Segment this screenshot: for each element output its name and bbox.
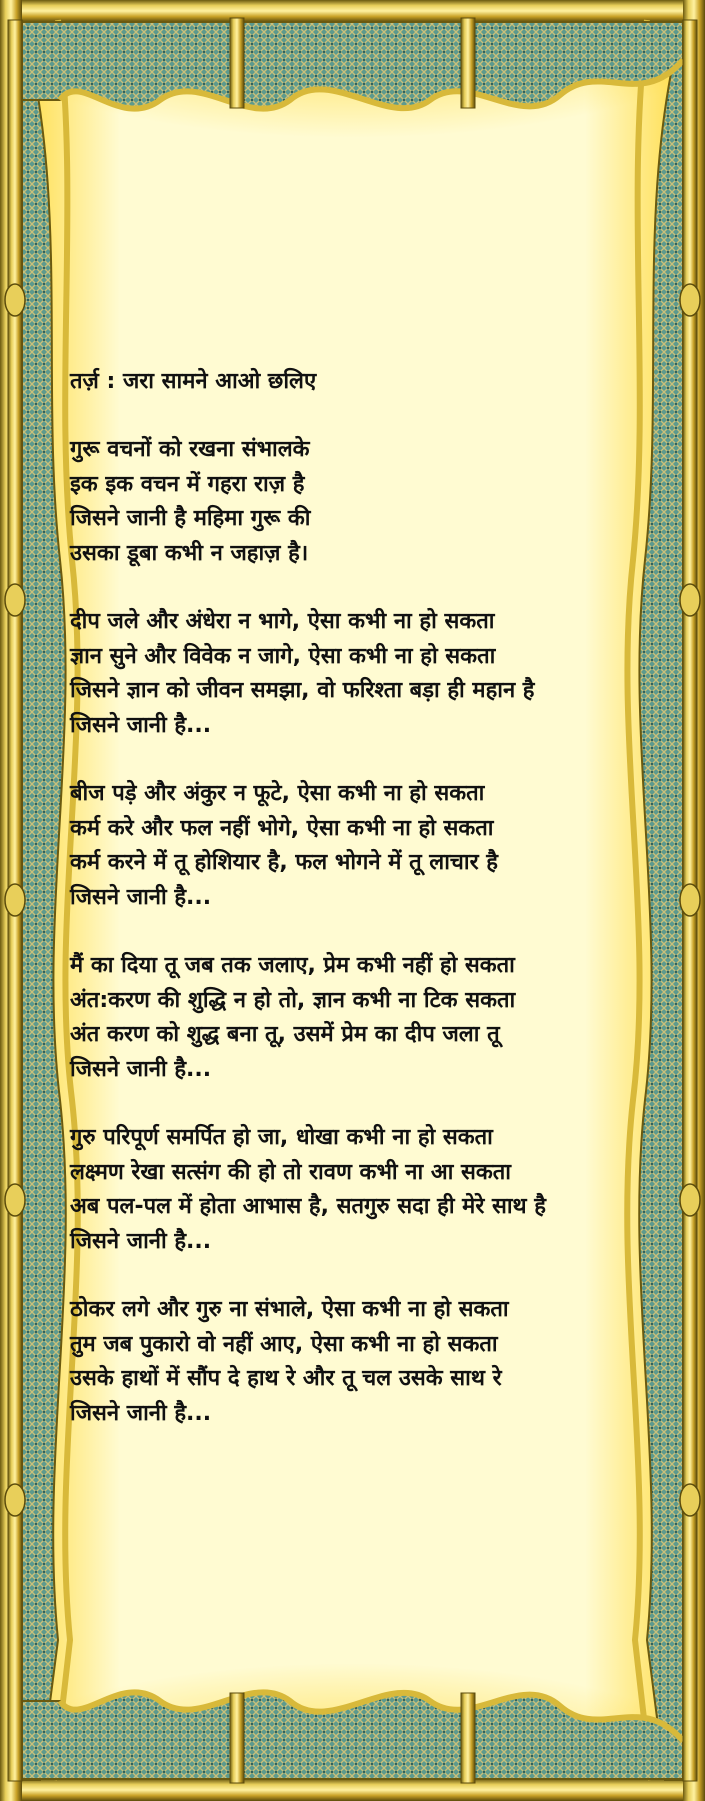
lyric-line: बीज पड़े और अंकुर न फूटे, ऐसा कभी ना हो सकता	[70, 781, 485, 806]
stanza-5	[70, 1121, 650, 1259]
tune-line: तर्ज़ : जरा सामने आओ छलिए	[70, 369, 317, 394]
lyrics-text	[70, 365, 650, 1465]
lyric-line: उसके हाथों में सौंप दे हाथ रे और तू चल उसके साथ रे	[70, 1366, 502, 1391]
lyric-line: तुम जब पुकारो वो नहीं आए, ऐसा कभी ना हो सकता	[70, 1331, 498, 1357]
stanza-1	[70, 433, 650, 571]
lyric-line: जिसने ज्ञान को जीवन समझा, वो फरिश्ता बड़ा ही महान है	[70, 678, 535, 703]
lyric-line: अंत:करण की शुद्धि न हो तो, ज्ञान कभी ना टिक सकता	[70, 987, 516, 1013]
lyric-line: ठोकर लगे और गुरु ना संभाले, ऐसा कभी ना हो सकता	[70, 1297, 509, 1322]
stanza-3	[70, 777, 650, 915]
lyric-line: दीप जले और अंधेरा न भागे, ऐसा कभी ना हो सकता	[70, 609, 495, 634]
lyric-line: इक इक वचन में गहरा राज़ है	[70, 471, 305, 497]
refrain-line: जिसने जानी है...	[70, 712, 212, 738]
refrain-line: जिसने जानी है...	[70, 1056, 212, 1082]
lyric-line: मैं का दिया तू जब तक जलाए, प्रेम कभी नहीं हो सकता	[70, 953, 515, 978]
lyric-line: गुरू वचनों को रखना संभालके	[70, 437, 310, 462]
lyric-line: जिसने जानी है महिमा गुरू की	[70, 506, 311, 531]
stanza-2	[70, 605, 650, 743]
lyric-line: ज्ञान सुने और विवेक न जागे, ऐसा कभी ना हो सकता	[70, 643, 496, 669]
stanza-6	[70, 1293, 650, 1431]
refrain-line: जिसने जानी है...	[70, 1400, 212, 1426]
lyric-line: अंत करण को शुद्ध बना तू, उसमें प्रेम का दीप जला तू	[70, 1022, 500, 1047]
lyric-line: उसका डूबा कभी न जहाज़ है।	[70, 540, 309, 566]
lyric-line: अब पल-पल में होता आभास है, सतगुरु सदा ही मेरे साथ है	[70, 1194, 546, 1219]
lyric-line: लक्ष्मण रेखा सत्संग की हो तो रावण कभी ना आ सकता	[70, 1159, 511, 1185]
lyric-line: कर्म करे और फल नहीं भोगे, ऐसा कभी ना हो सकता	[70, 815, 494, 841]
lyric-line: कर्म करने में तू होशियार है, फल भोगने में तू लाचार है	[70, 850, 498, 875]
refrain-line: जिसने जानी है...	[70, 1228, 212, 1254]
refrain-line: जिसने जानी है...	[70, 884, 212, 910]
lyric-line: गुरु परिपूर्ण समर्पित हो जा, धोखा कभी ना हो सकता	[70, 1125, 493, 1150]
stanza-4	[70, 949, 650, 1087]
